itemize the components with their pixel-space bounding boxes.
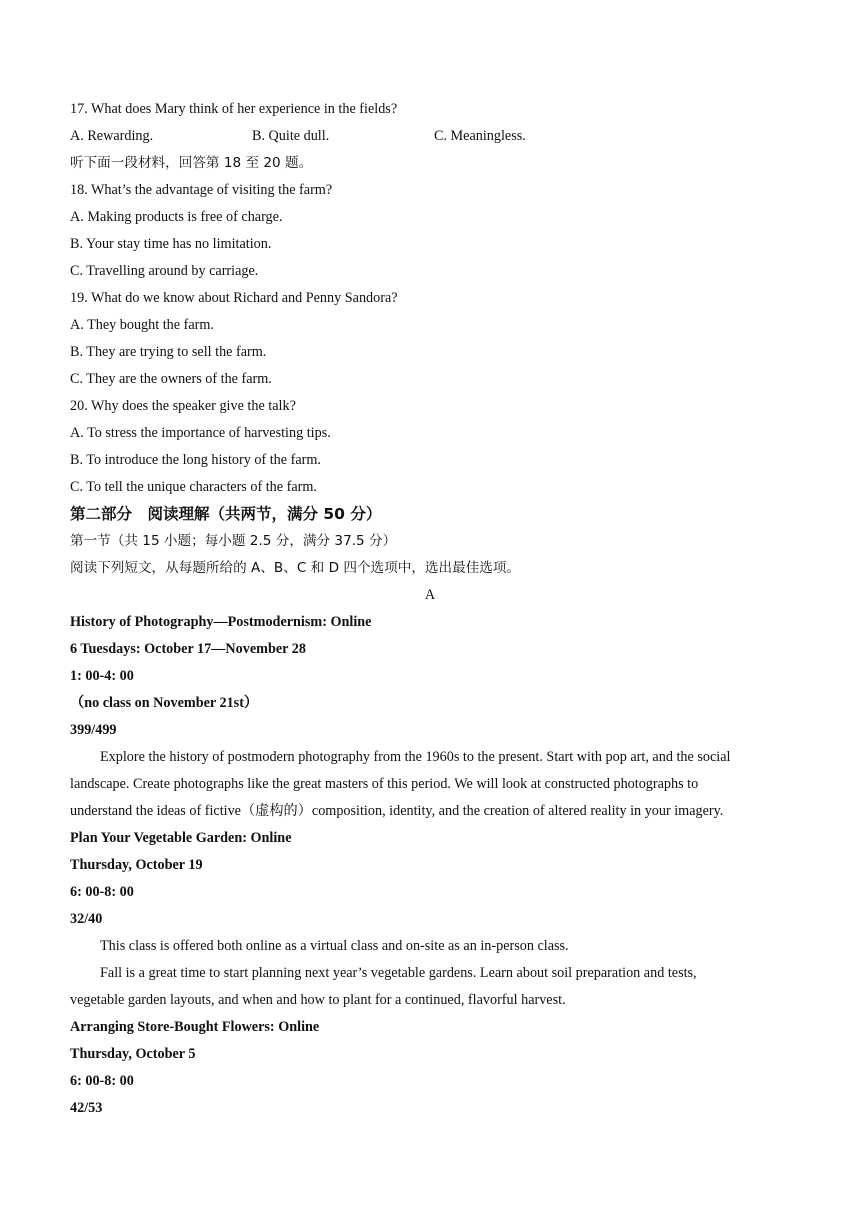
question-17-options — [70, 123, 790, 150]
question-18-option-c: C. Travelling around by carriage. — [70, 263, 259, 279]
course-3-time: 6: 00-8: 00 — [70, 1073, 134, 1089]
question-17-option-a: A. Rewarding. — [70, 128, 154, 144]
question-17-option-b: B. Quite dull. — [252, 128, 330, 144]
course-2-price: 32/40 — [70, 911, 103, 927]
course-3-price: 42/53 — [70, 1100, 103, 1116]
question-18-option-a: A. Making products is free of charge. — [70, 209, 283, 225]
course-3-dates: Thursday, October 5 — [70, 1046, 196, 1062]
course-2-description-1: This class is offered both online as a virtual class and on-site as an in-person class. — [100, 938, 569, 954]
question-17-stem: 17. What does Mary think of her experience in the fields? — [70, 101, 398, 117]
course-1-note: （no class on November 21st） — [70, 695, 259, 711]
course-2-time: 6: 00-8: 00 — [70, 884, 134, 900]
course-1-description-line-1: Explore the history of postmodern photography from the 1960s to the present. Start with pop art, and the social — [100, 749, 731, 765]
course-1-description-line-2: landscape. Create photographs like the great masters of this period. We will look at constructed photographs to — [70, 776, 699, 792]
question-20-option-a: A. To stress the importance of harvesting tips. — [70, 425, 331, 441]
question-19-stem: 19. What do we know about Richard and Penny Sandora? — [70, 290, 398, 306]
question-17-option-c: C. Meaningless. — [434, 128, 526, 144]
course-1-title: History of Photography—Postmodernism: Online — [70, 614, 372, 630]
question-20-option-c: C. To tell the unique characters of the farm. — [70, 479, 317, 495]
course-1-time: 1: 00-4: 00 — [70, 668, 134, 684]
course-3-title: Arranging Store-Bought Flowers: Online — [70, 1019, 320, 1035]
course-2-description-2-line-2: vegetable garden layouts, and when and how to plant for a continued, flavorful harvest. — [70, 992, 566, 1008]
question-20-option-b: B. To introduce the long history of the farm. — [70, 452, 321, 468]
course-2-title: Plan Your Vegetable Garden: Online — [70, 830, 292, 846]
course-1-description-line-3: understand the ideas of fictive（虚构的）composition, identity, and the creation of altered reality in your imagery. — [70, 803, 724, 819]
course-1-dates: 6 Tuesdays: October 17—November 28 — [70, 641, 306, 657]
question-18-stem: 18. What’s the advantage of visiting the farm? — [70, 182, 333, 198]
question-20-stem: 20. Why does the speaker give the talk? — [70, 398, 296, 414]
part-two-heading: 第二部分 阅读理解（共两节，满分 50 分） — [70, 505, 382, 523]
question-19-option-c: C. They are the owners of the farm. — [70, 371, 272, 387]
passage-label: A — [424, 587, 436, 603]
reading-instruction: 阅读下列短文，从每题所给的 A、B、C 和 D 四个选项中，选出最佳选项。 — [70, 560, 521, 576]
question-19-option-a: A. They bought the farm. — [70, 317, 214, 333]
course-1-price: 399/499 — [70, 722, 117, 738]
listening-instruction: 听下面一段材料，回答第 18 至 20 题。 — [70, 155, 313, 171]
course-2-description-2-line-1: Fall is a great time to start planning next year’s vegetable gardens. Learn about soil preparation and tests, — [100, 965, 697, 981]
exam-page — [70, 96, 790, 1122]
question-18-option-b: B. Your stay time has no limitation. — [70, 236, 272, 252]
section-one-heading: 第一节（共 15 小题；每小题 2.5 分，满分 37.5 分） — [70, 533, 397, 549]
course-2-dates: Thursday, October 19 — [70, 857, 203, 873]
question-19-option-b: B. They are trying to sell the farm. — [70, 344, 267, 360]
